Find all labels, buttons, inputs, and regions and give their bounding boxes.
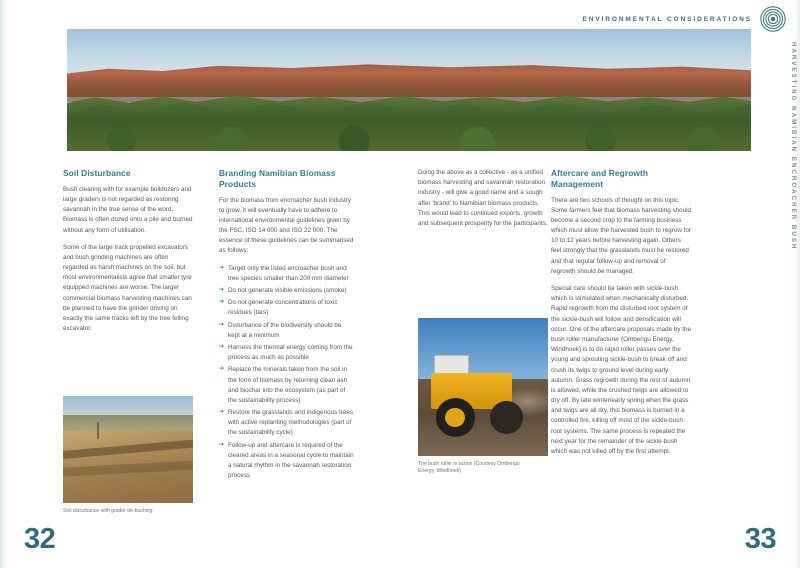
column-soil-disturbance <box>63 168 193 341</box>
list-item: ➔ Do not generate visible emissions (smoke) <box>219 286 354 296</box>
soil-photo-caption: Soil disturbance with grader de-bushing <box>63 508 153 514</box>
column-aftercare-regrowth <box>551 168 691 464</box>
guidelines-list <box>219 264 354 482</box>
list-item: ➔ Disturbance of the biodiversity should be kept at a minimum <box>219 321 354 341</box>
paragraph: There are two schools of thought on this topic. Some farmers feel that biomass harvesting should become a second crop to the farming business which must allow the harvested bush to regrow for 10 to 12 years before harvesting again. Others feel strongly that the grasslands must be restored and that regular follow-up and removal of regrowth should be managed. <box>551 196 691 275</box>
list-item: ➔ Target only the listed encroacher bush and tree species smaller than 200 mm diameter <box>219 264 354 284</box>
running-head-title: ENVIRONMENTAL CONSIDERATIONS <box>582 15 752 23</box>
soil-disturbance-photo <box>63 396 193 503</box>
bush-roller-photo <box>418 318 548 456</box>
vertical-running-title: HARVESTING NAMIBIAN ENCROACHER BUSH <box>790 42 797 251</box>
list-item: ➔ Replace the minerals taken from the soil in the form of biomass by returning clean ash and biochar into the ecosystem (as part of the sustainability process) <box>219 365 354 406</box>
paragraph: Some of the large track propelled excavators and bush grinding machines are often regarded as harsh machines on the soil, but most environmentalists agree that smaller tyre equipped machines are worse. The larger commercial biomass harvesting machines can be planned to have the grinder driving on exactly the same tracks left by the tree felling excavator. <box>63 243 192 333</box>
spiral-logo-icon <box>760 6 786 32</box>
column-branding-biomass <box>219 168 354 483</box>
section-heading-soil-disturbance: Soil Disturbance <box>63 168 131 178</box>
hero-landscape-photo <box>67 29 751 151</box>
roller-photo-caption: The bush roller in action (Courtesy Ombengu Energy, Windhoek) <box>418 461 520 475</box>
page-number-right: 33 <box>744 523 776 555</box>
section-heading-branding: Branding Namibian Biomass Products <box>219 168 336 189</box>
paragraph: Doing the above as a collective - as a unified biomass harvesting and savannah restoration industry - will give a good name and a sough after 'brand' to Namibian biomass products. This would lead to continued exports, growth and subsequent prosperity for the participants. <box>418 169 548 227</box>
paragraph: Special care should be taken with sickle-bush which is stimulated when mechanically disturbed. Rapid regrowth from the disturbed root system of the sickle-bush will follow and densification will occur. One of the aftercare proposals made by the bush roller manufacturer (Ombengu Energy, Windhoek) is to do rapid roller passes over the young and sprouting sickle-bush to break off and crush its twigs to ground level during early autumn. Grass regrowth during the rest of autumn is allowed, while the crushed twigs are allowed to dry off. By late winter/early spring when the grass and twigs are all dry, this biomass is burned in a controlled fire, killing off most of the sickle-bush root systems. The same process is repeated the next year for the remainder of the sickle-bush which was not killed off by the first attempt. <box>551 285 692 455</box>
paragraph: Bush clearing with for example bulldozers and large graders is not regarded as restoring savannah in the true sense of the word. Biomass is often dozed onto a pile and burned without any form of utilisation. <box>63 185 193 234</box>
list-item: ➔ Restore the grasslands and indigenous trees with active replanting methodologies (part of the sustainability cycle) <box>219 408 354 439</box>
section-heading-aftercare: Aftercare and Regrowth Management <box>551 168 649 189</box>
column-branding-continued <box>418 168 551 236</box>
list-item: ➔ Follow-up and aftercare is required of the cleared areas in a seasonal cycle to maintain a natural rhythm in the savannah restoration process <box>219 441 354 482</box>
paragraph: For the biomass from encroacher bush industry to grow, it will eventually have to adhere to international environmental guidelines given by the FSC, ISO 14 000 and ISO 22 000. The essence of these guidelines can be summarised as follows: <box>219 196 354 255</box>
page-number-left: 32 <box>24 523 56 555</box>
left-edge-gradient <box>0 0 8 568</box>
list-item: ➔ Do not generate concentrations of toxic residues (tars) <box>219 298 354 318</box>
list-item: ➔ Harness the thermal energy coming from the process as much as possible <box>219 343 354 363</box>
